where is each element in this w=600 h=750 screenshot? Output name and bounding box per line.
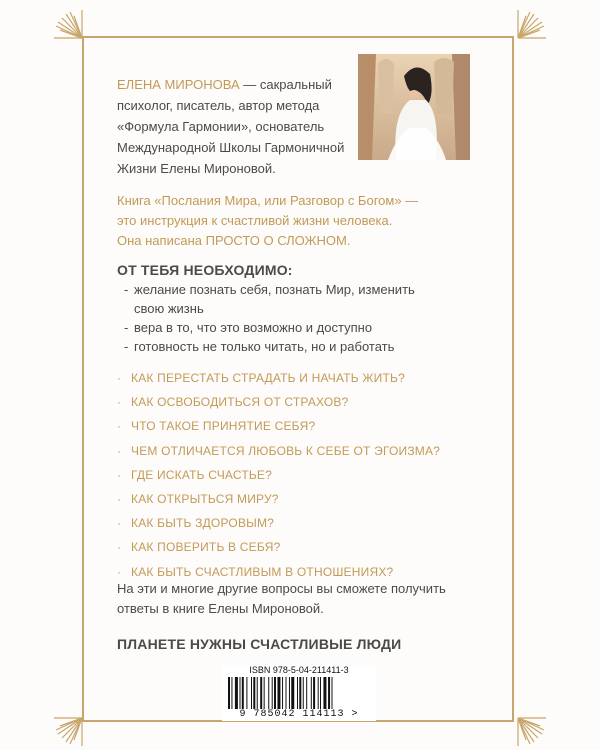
- barcode-bar: [231, 677, 232, 709]
- barcode-bar: [328, 677, 330, 709]
- requirements-list: [124, 280, 454, 356]
- question-text: КАК ОТКРЫТЬСЯ МИРУ?: [131, 492, 279, 507]
- sunburst-ornament-top-left: [52, 8, 112, 68]
- book-intro: [117, 191, 497, 251]
- barcode-bar: [318, 677, 319, 709]
- isbn-label: ISBN 978-5-04-211411-3: [249, 665, 349, 675]
- question-text: КАК ПОВЕРИТЬ В СЕБЯ?: [131, 540, 281, 555]
- barcode-bar: [253, 677, 255, 709]
- barcode-bar: [240, 677, 241, 709]
- barcode-bar: [274, 677, 276, 709]
- barcode-bar: [313, 677, 315, 709]
- question-item: [117, 439, 477, 463]
- dash-bullet: -: [124, 282, 129, 297]
- barcode-bar: [311, 677, 312, 709]
- barcode-bar: [242, 677, 244, 709]
- question-text: КАК БЫТЬ СЧАСТЛИВЫМ В ОТНОШЕНИЯХ?: [131, 564, 394, 579]
- barcode-bar: [257, 677, 258, 709]
- intro-line-2: это инструкция к счастливой жизни человека.: [117, 213, 393, 228]
- barcode-digits: 9 785042 114113 >: [239, 709, 359, 720]
- question-item: [117, 390, 477, 414]
- question-item: [117, 511, 477, 535]
- requirement-text: готовность не только читать, но и работать: [134, 339, 395, 354]
- dot-bullet: ·: [117, 371, 122, 386]
- question-text: КАК БЫТЬ ЗДОРОВЫМ?: [131, 516, 275, 531]
- barcode-bar: [297, 677, 298, 709]
- barcode-bar: [289, 677, 290, 709]
- dot-bullet: ·: [117, 540, 122, 555]
- barcode-bar: [286, 677, 287, 709]
- slogan: ПЛАНЕТЕ НУЖНЫ СЧАСТЛИВЫЕ ЛЮДИ: [117, 636, 402, 652]
- barcode-bar: [277, 677, 280, 709]
- requirement-text: вера в то, что это возможно и доступно: [134, 320, 373, 335]
- question-item: [117, 463, 477, 487]
- author-description: — сакральный психолог, писатель, автор метода «Формула Гармонии», основатель Международной Школы Гармоничной Жизни Елены Мироновой.: [117, 77, 345, 176]
- question-item: [117, 535, 477, 559]
- barcode-bar: [235, 677, 238, 709]
- barcode-bar: [303, 677, 304, 709]
- intro-line-1: Книга «Послания Мира, или Разговор с Богом» —: [117, 193, 419, 208]
- barcode-bar: [299, 677, 301, 709]
- dot-bullet: ·: [117, 492, 122, 507]
- barcode-bar: [291, 677, 294, 709]
- question-item: [117, 366, 477, 390]
- requirement-text: желание познать себя, познать Мир, изменить свою жизнь: [134, 282, 415, 316]
- requirements-heading: ОТ ТЕБЯ НЕОБХОДИМО:: [117, 262, 293, 278]
- dot-bullet: ·: [117, 419, 122, 434]
- dot-bullet: ·: [117, 564, 122, 579]
- list-item: [124, 280, 454, 318]
- questions-list: [117, 366, 477, 584]
- dot-bullet: ·: [117, 516, 122, 531]
- list-item: [124, 337, 454, 356]
- barcode-bar: [246, 677, 247, 709]
- barcode-bar: [228, 677, 230, 709]
- question-item: [117, 414, 477, 438]
- author-photo: [358, 54, 470, 160]
- barcode-bar: [320, 677, 321, 709]
- barcode-bar: [251, 677, 252, 709]
- dash-bullet: -: [124, 320, 129, 335]
- barcode-bar: [268, 677, 269, 709]
- barcode-bar: [264, 677, 265, 709]
- author-name: ЕЛЕНА МИРОНОВА: [117, 77, 240, 92]
- question-text: ЧЕМ ОТЛИЧАЕТСЯ ЛЮБОВЬ К СЕБЕ ОТ ЭГОИЗМА?: [131, 443, 441, 458]
- closing-paragraph: [117, 579, 497, 619]
- dot-bullet: ·: [117, 395, 122, 410]
- barcode-bar: [282, 677, 283, 709]
- question-item: [117, 487, 477, 511]
- barcode-bar: [323, 677, 326, 709]
- sunburst-ornament-bottom-right: [488, 688, 548, 748]
- outro-line-2: ответы в книге Елены Мироновой.: [117, 601, 324, 616]
- question-text: КАК ОСВОБОДИТЬСЯ ОТ СТРАХОВ?: [131, 395, 349, 410]
- sunburst-ornament-bottom-left: [52, 688, 112, 748]
- barcode-bar: [272, 677, 273, 709]
- question-text: КАК ПЕРЕСТАТЬ СТРАДАТЬ И НАЧАТЬ ЖИТЬ?: [131, 371, 405, 386]
- barcode-bar: [306, 677, 307, 709]
- question-text: ЧТО ТАКОЕ ПРИНЯТИЕ СЕБЯ?: [131, 419, 316, 434]
- author-bio: [117, 74, 352, 179]
- sunburst-ornament-top-right: [488, 8, 548, 68]
- dash-bullet: -: [124, 339, 129, 354]
- barcode-bars: [226, 677, 372, 709]
- list-item: [124, 318, 454, 337]
- dot-bullet: ·: [117, 443, 122, 458]
- barcode-bar: [332, 677, 333, 709]
- barcode-bar: [260, 677, 262, 709]
- dot-bullet: ·: [117, 467, 122, 482]
- question-text: ГДЕ ИСКАТЬ СЧАСТЬЕ?: [131, 467, 273, 482]
- intro-line-3: Она написана ПРОСТО О СЛОЖНОМ.: [117, 233, 351, 248]
- outro-line-1: На эти и многие другие вопросы вы сможете получить: [117, 581, 446, 596]
- isbn-barcode: [222, 665, 376, 721]
